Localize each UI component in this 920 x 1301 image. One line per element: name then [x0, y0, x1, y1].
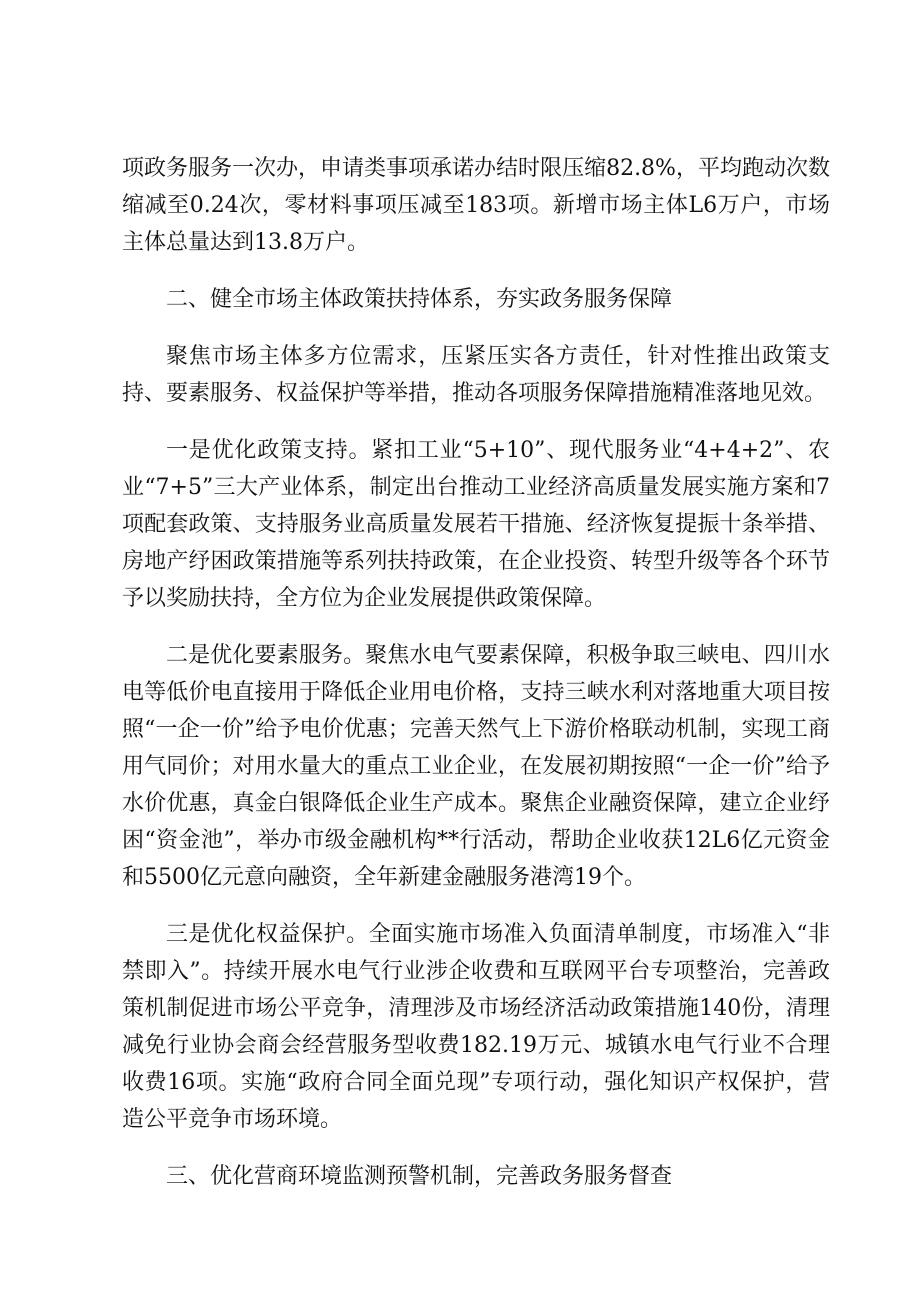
section-heading-3: 三、优化营商环境监测预警机制，完善政务服务督查	[166, 1164, 673, 1189]
paragraph-factor-services: 二是优化要素服务。聚焦水电气要素保障，积极争取三峡电、四川水电等低价电直接用于降低企业用电价格，支持三峡水利对落地重大项目按照“一企一价”给予电价优惠；完善天然气上下游价格联动机制，实现工商用气同价；对用水量大的重点工业企业，在发展初期按照“一企一价”给予水价优惠，真金白银降低企业生产成本。聚焦企业融资保障，建立企业纾困“资金池”，举办市级金融机构**行活动，帮助企业收获12L6亿元资金和5500亿元意向融资，全年新建金融服务港湾19个。	[122, 643, 830, 890]
paragraph-rights-protection: 三是优化权益保护。全面实施市场准入负面清单制度，市场准入“非禁即入”。持续开展水电气行业涉企收费和互联网平台专项整治，完善政策机制促进市场公平竞争，清理涉及市场经济活动政策措施140份，清理减免行业协会商会经营服务型收费182.19万元、城镇水电气行业不合理收费16项。实施“政府合同全面兑现”专项行动，强化知识产权保护，营造公平竞争市场环境。	[122, 922, 830, 1132]
section-heading-2: 二、健全市场主体政策扶持体系，夯实政务服务保障	[166, 287, 673, 312]
paragraph-policy-support: 一是优化政策支持。紧扣工业“5+10”、现代服务业“4+4+2”、农业“7+5”三大产业体系，制定出台推动工业经济高质量发展实施方案和7项配套政策、支持服务业高质量发展若干措施、经济恢复提振十条举措、房地产纾困政策措施等系列扶持政策，在企业投资、转型升级等各个环节予以奖励扶持，全方位为企业发展提供政策保障。	[122, 438, 830, 611]
paragraph-continuation: 项政务服务一次办，申请类事项承诺办结时限压缩82.8%，平均跑动次数缩减至0.24次，零材料事项压减至183项。新增市场主体L6万户，市场主体总量达到13.8万户。	[122, 156, 830, 255]
document-body	[122, 150, 830, 1215]
paragraph-intro: 聚焦市场主体多方位需求，压紧压实各方责任，针对性推出政策支持、要素服务、权益保护等举措，推动各项服务保障措施精准落地见效。	[122, 344, 830, 406]
